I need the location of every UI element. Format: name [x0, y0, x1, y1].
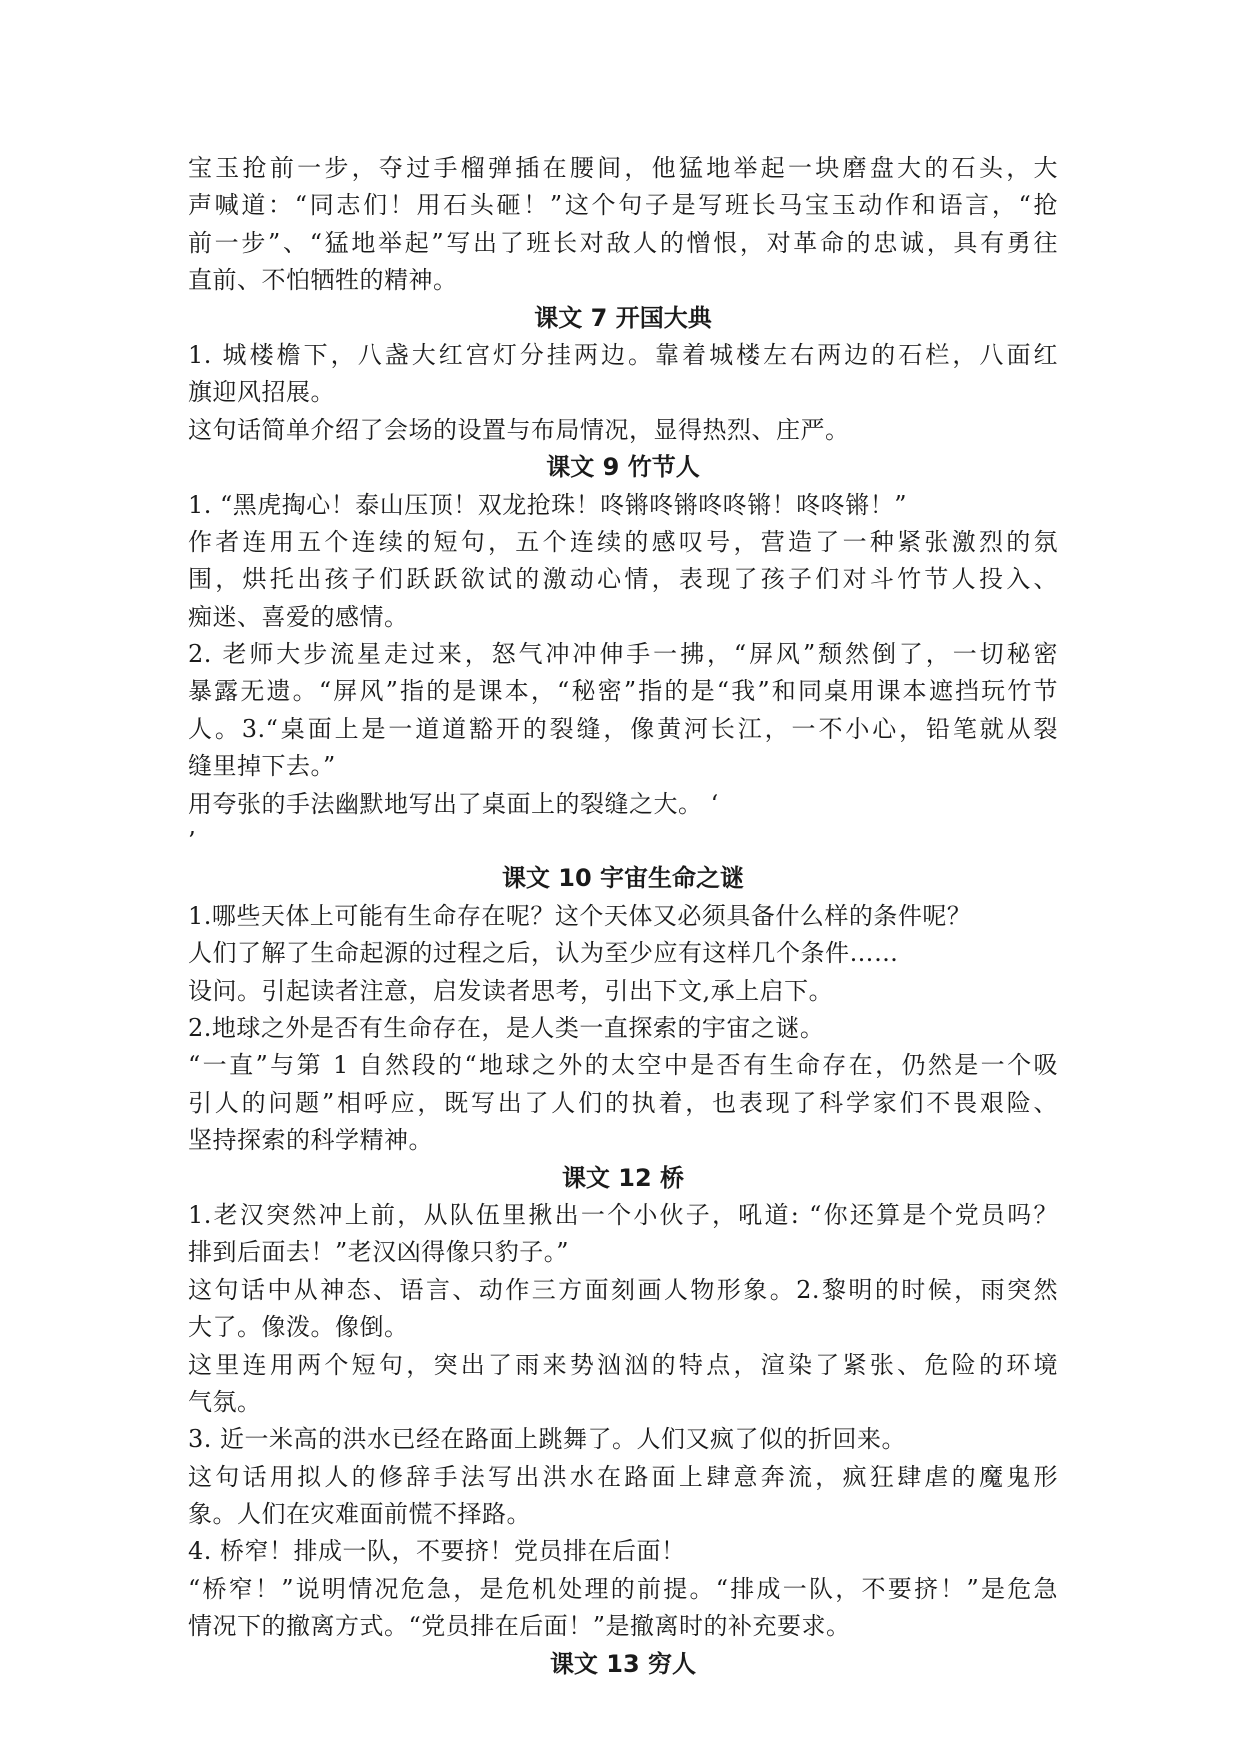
section-heading: 课文 12 桥 — [561, 1163, 685, 1192]
section-heading: 课文 13 穷人 — [549, 1649, 697, 1678]
text-line: 1. 城楼檐下，八盏大红宫灯分挂两边。靠着城楼左右两边的石栏，八面红 — [188, 340, 1058, 369]
section-heading: 课文 9 竹节人 — [546, 453, 700, 482]
text-line: 前一步”、“猛地举起”写出了班长对敌人的憎恨，对革命的忠诚，具有勇往 — [188, 228, 1058, 257]
text-line: 直前、不怕牺牲的精神。 — [188, 266, 458, 295]
text-line: 这句话简单介绍了会场的设置与布局情况，显得热烈、庄严。 — [188, 415, 850, 444]
document-page — [188, 150, 1058, 1683]
text-line: 排到后面去！”老汉凶得像只豹子。” — [188, 1238, 570, 1267]
text-line: 象。人们在灾难面前慌不择路。 — [188, 1500, 531, 1529]
text-line: 围，烘托出孩子们跃跃欲试的激动心情，表现了孩子们对斗竹节人投入、 — [188, 565, 1058, 594]
text-line: 大了。像泼。像倒。 — [188, 1313, 409, 1342]
text-line: 这里连用两个短句，突出了雨来势汹汹的特点，渲染了紧张、危险的环境 — [188, 1350, 1058, 1379]
section-heading: 课文 7 开国大典 — [534, 303, 712, 332]
text-line: 2. 老师大步流星走过来，怒气冲冲伸手一拂，“屏风”颓然倒了，一切秘密 — [188, 640, 1058, 669]
text-line: “一直”与第 1 自然段的“地球之外的太空中是否有生命存在，仍然是一个吸 — [188, 1051, 1058, 1080]
text-line: 人。3.“桌面上是一道道豁开的裂缝，像黄河长江，一不小心，铅笔就从裂 — [188, 714, 1058, 743]
text-line: 缝里掉下去。” — [188, 752, 336, 781]
text-line: 引人的问题”相呼应，既写出了人们的执着，也表现了科学家们不畏艰险、 — [188, 1088, 1058, 1117]
text-line: 用夸张的手法幽默地写出了桌面上的裂缝之大。 ‘ — [188, 789, 719, 818]
text-line: 气氛。 — [188, 1387, 262, 1416]
text-line: 3. 近一米高的洪水已经在路面上跳舞了。人们又疯了似的折回来。 — [188, 1425, 907, 1454]
text-line: 1.哪些天体上可能有生命存在呢？这个天体又必须具备什么样的条件呢？ — [188, 901, 972, 930]
text-line: 1.老汉突然冲上前，从队伍里揪出一个小伙子，吼道: “你还算是个党员吗？ — [188, 1200, 1058, 1229]
text-line: 人们了解了生命起源的过程之后，认为至少应有这样几个条件…… — [188, 939, 899, 968]
text-line: 声喊道：“同志们！用石头砸！”这个句子是写班长马宝玉动作和语言，“抢 — [188, 191, 1058, 220]
text-line: “桥窄！”说明情况危急，是危机处理的前提。“排成一队，不要挤！”是危急 — [188, 1574, 1058, 1603]
section-heading: 课文 10 宇宙生命之谜 — [501, 864, 745, 893]
text-line: 坚持探索的科学精神。 — [188, 1126, 433, 1155]
text-line: 作者连用五个连续的短句，五个连续的感叹号，营造了一种紧张激烈的氛 — [188, 527, 1058, 556]
text-line: 痴迷、喜爱的感情。 — [188, 602, 409, 631]
text-line: 旗迎风招展。 — [188, 378, 335, 407]
text-line: 这句话用拟人的修辞手法写出洪水在路面上肆意奔流，疯狂肆虐的魔鬼形 — [188, 1462, 1058, 1491]
text-line: 情况下的撤离方式。“党员排在后面！”是撤离时的补充要求。 — [188, 1612, 851, 1641]
text-line: 这句话中从神态、语言、动作三方面刻画人物形象。2.黎明的时候，雨突然 — [188, 1275, 1058, 1304]
text-line: 设问。引起读者注意，启发读者思考，引出下文,承上启下。 — [188, 976, 834, 1005]
text-line: 2.地球之外是否有生命存在，是人类一直探索的宇宙之谜。 — [188, 1013, 825, 1042]
text-line: 暴露无遗。“屏风”指的是课本，“秘密”指的是“我”和同桌用课本遮挡玩竹节 — [188, 677, 1058, 706]
text-line: ’ — [188, 827, 197, 856]
text-line: 1. “黑虎掏心！泰山压顶！双龙抢珠！咚锵咚锵咚咚锵！咚咚锵！” — [188, 490, 908, 519]
text-line: 宝玉抢前一步，夺过手榴弹插在腰间，他猛地举起一块磨盘大的石头，大 — [188, 154, 1058, 182]
text-line: 4. 桥窄！排成一队，不要挤！党员排在后面！ — [188, 1537, 686, 1566]
